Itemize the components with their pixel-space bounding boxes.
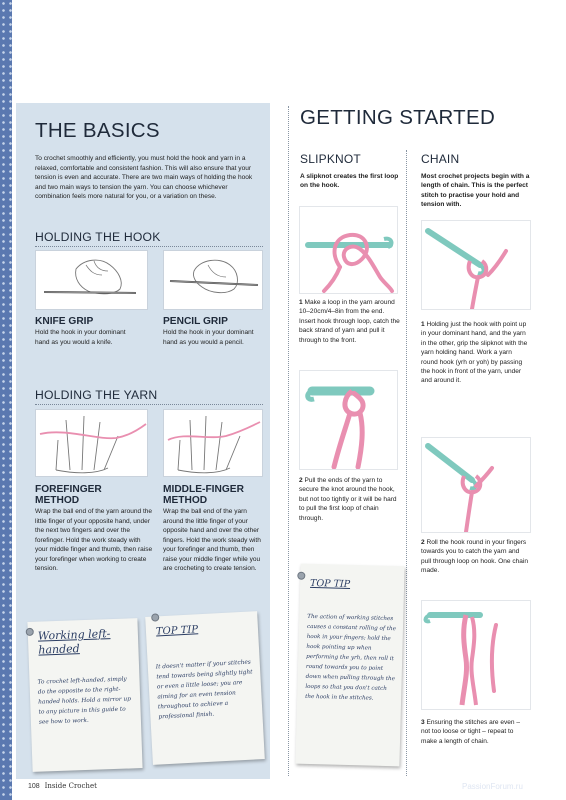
holding-yarn-heading: HOLDING THE YARN	[35, 388, 158, 402]
middle-finger-method-text: Wrap the ball end of the yarn around the little finger of your opposite hand and over the other fingers. Hold the work steady with your forefinger and thumb, then raise your middle finger while you are crocheting to create tension.	[163, 508, 261, 572]
top-tip-1-title: TOP TIP	[155, 624, 199, 638]
pencil-grip-photo	[163, 250, 263, 310]
step-number: 2	[299, 477, 303, 484]
step-text: Pull the ends of the yarn to secure the knot around the hook, but not too tightly or it will be hard to pull the first loop of chain through.	[299, 477, 397, 522]
slipknot-step1	[299, 298, 402, 345]
pin-icon	[297, 572, 305, 580]
getting-started-title: GETTING STARTED	[300, 106, 496, 129]
chain-step3-photo	[421, 600, 531, 710]
top-tip-2-text: The action of working stitches causes a constant rolling of the hook in your fingers; hold the hook pointing up when performing the yrh, then roll it round towards you to point down when pulling through the loops so that you don't catch the hook in the stitches.	[305, 613, 396, 702]
left-handed-note	[27, 618, 142, 772]
chain-step3	[421, 718, 529, 746]
step-number: 1	[421, 321, 425, 328]
step-text: Roll the hook round in your fingers towards you to catch the yarn and pull through loop on hook. One chain made.	[421, 539, 529, 575]
chain-step2	[421, 538, 529, 576]
forefinger-method-title: FOREFINGER METHOD	[35, 484, 102, 506]
page-footer	[28, 782, 97, 790]
slipknot-step1-photo	[299, 206, 398, 294]
left-handed-note-title: Working left-handed	[37, 627, 111, 657]
top-tip-2-title: TOP TIP	[309, 577, 351, 590]
top-tip-note-1	[145, 611, 265, 765]
step-number: 1	[299, 299, 303, 306]
chain-heading: CHAIN	[421, 152, 460, 166]
watermark: PassionForum.ru	[462, 782, 523, 791]
knife-grip-text: Hold the hook in your dominant hand as you would a knife.	[35, 329, 126, 346]
holding-hook-heading: HOLDING THE HOOK	[35, 230, 161, 244]
middle-finger-method-title: MIDDLE-FINGER METHOD	[163, 484, 244, 506]
chain-step1-photo	[421, 220, 531, 310]
step-text: Holding just the hook with point up in your dominant hand, and the yarn in the other, grip the slipknot with the yarn holding hand. Work a yarn round hook (yrh or yoh) by passing the hook in front of the yarn, under and around it.	[421, 321, 528, 385]
step-text: Ensuring the stitches are even – not too loose or tight – repeat to make a length of chain.	[421, 719, 521, 745]
chain-intro: Most crochet projects begin with a length of chain. This is the perfect stitch to practise your hold and tension with.	[421, 173, 530, 209]
forefinger-method-text: Wrap the ball end of the yarn around the little finger of your opposite hand, under the next two fingers and over the forefinger. Hold the work steady with your middle finger and thumb, then raise your forefinger when working to create tension.	[35, 508, 153, 572]
left-handed-note-text: To crochet left-handed, simply do the opposite to the right-handed holds. Hold a mirror up to any picture in this guide to see how to work.	[37, 676, 132, 726]
top-tip-note-2	[295, 564, 404, 767]
middle-finger-method-photo	[163, 409, 263, 477]
magazine-name: Inside Crochet	[44, 782, 97, 790]
step-number: 3	[421, 719, 425, 726]
forefinger-method-photo	[35, 409, 148, 477]
slipknot-intro: A slipknot creates the first loop on the hook.	[300, 173, 399, 190]
chain-step2-photo	[421, 437, 531, 533]
divider	[35, 246, 263, 247]
step-number: 2	[421, 539, 425, 546]
pencil-grip-text: Hold the hook in your dominant hand as you would a pencil.	[163, 329, 254, 346]
knife-grip-title: KNIFE GRIP	[35, 316, 94, 327]
step-text: Make a loop in the yarn around 10–20cm/4–8in from the end. Insert hook through loop, catch the back strand of yarn and pull it through to the front.	[299, 299, 400, 344]
slipknot-heading: SLIPKNOT	[300, 152, 361, 166]
slipknot-step2	[299, 476, 402, 523]
column-divider	[406, 150, 407, 776]
pin-icon	[151, 613, 159, 621]
top-tip-1-text: It doesn't matter if your stitches tend towards being slightly tight or even a little loose; you are aiming for an even tension throughout to achieve a professional finish.	[155, 659, 253, 721]
chain-step1	[421, 320, 529, 386]
slipknot-step2-photo	[299, 370, 398, 470]
knife-grip-photo	[35, 250, 148, 310]
page-number: 108	[28, 783, 40, 790]
divider	[35, 404, 263, 405]
basics-title: THE BASICS	[35, 119, 160, 142]
pin-icon	[26, 628, 34, 636]
basics-intro: To crochet smoothly and efficiently, you must hold the hook and yarn in a relaxed, comfortable and consistent fashion. This will also ensure that your tension is even and accurate. There are two main ways of holding the hook and two main ways to tension the yarn. You can choose whichever combination feels more natural for you, or a variation on these.	[35, 155, 253, 200]
pencil-grip-title: PENCIL GRIP	[163, 316, 228, 327]
column-divider	[288, 106, 289, 776]
